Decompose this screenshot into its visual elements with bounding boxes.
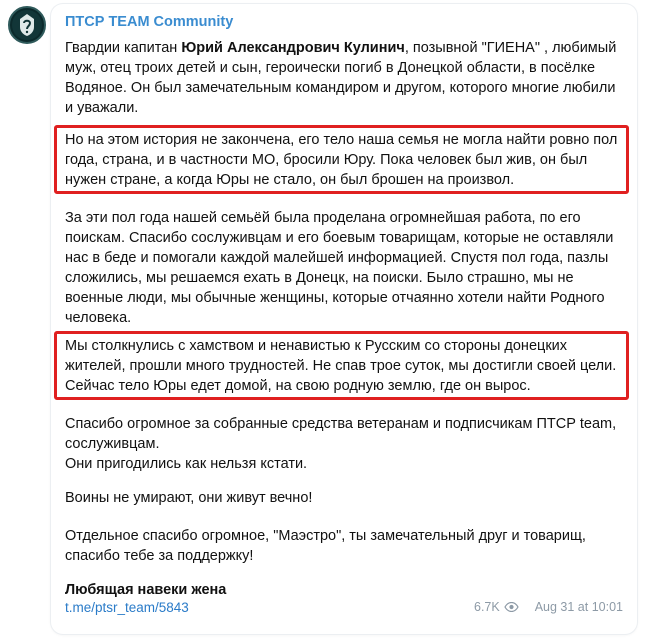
p1-suffix: , позывной "ГИЕНА" , любимый муж, отец троих детей и сын, героически погиб в Донецкой области, в посёлке Водяное. Он был замечательным командиром и другом, которого многие любили и уважали. (65, 40, 617, 116)
post-paragraph-6: Воины не умирают, они живут вечно! (65, 490, 313, 506)
post-link[interactable]: t.me/ptsr_team/5843 (65, 600, 189, 615)
post-paragraph-4: Мы столкнулись с хамством и ненавистью к Русским со стороны донецких жителей, прошли много трудностей. Не спав трое суток, мы достигли своей цели. Сейчас тело Юры едет домой, на свою родную землю, где он вырос. (65, 338, 617, 394)
p1-prefix: Гвардии капитан (65, 40, 182, 56)
p5-line-1: Спасибо огромное за собранные средства ветеранам и подписчикам ПТСР team, сослуживцам. (65, 416, 617, 452)
channel-logo-icon (10, 8, 44, 42)
channel-name[interactable]: ПТСР TEAM Community (65, 14, 234, 30)
post-paragraph-5 (65, 414, 625, 474)
post-paragraph-3: За эти пол года нашей семьёй была проделана огромнейшая работа, по его поискам. Спасибо сослуживцам и его боевым товарищам, которые не оставляли нас в беде и помогали каждой малейшей информацией. Спустя пол года, пазлы сложились, мы решаемся ехать в Донецк, на поиски. Было страшно, мы не военные люди, мы обычные женщины, которые отчаянно хотели найти Родного человека. (65, 210, 614, 326)
message-bubble (51, 4, 637, 634)
post-paragraph-7: Отдельное спасибо огромное, "Маэстро", ты замечательный друг и товарищ, спасибо тебе за поддержку! (65, 528, 586, 564)
views-count: 6.7K (474, 600, 500, 614)
post-paragraph-1 (65, 38, 625, 118)
eye-icon (504, 602, 519, 612)
post-signature: Любящая навеки жена (65, 582, 227, 598)
hero-name: Юрий Александрович Кулинич (181, 40, 405, 56)
message-meta (474, 600, 623, 614)
message-date: Aug 31 at 10:01 (534, 600, 623, 614)
post-paragraph-2: Но на этом история не закончена, его тело наша семья не могла найти ровно пол года, страна, и в частности МО, бросили Юру. Пока человек был жив, он был нужен стране, а когда Юры не стало, он был брошен на произвол. (65, 132, 618, 188)
p5-line-2: Они пригодились как нельзя кстати. (65, 456, 308, 472)
channel-avatar[interactable] (8, 6, 46, 44)
message-footer (65, 598, 623, 618)
